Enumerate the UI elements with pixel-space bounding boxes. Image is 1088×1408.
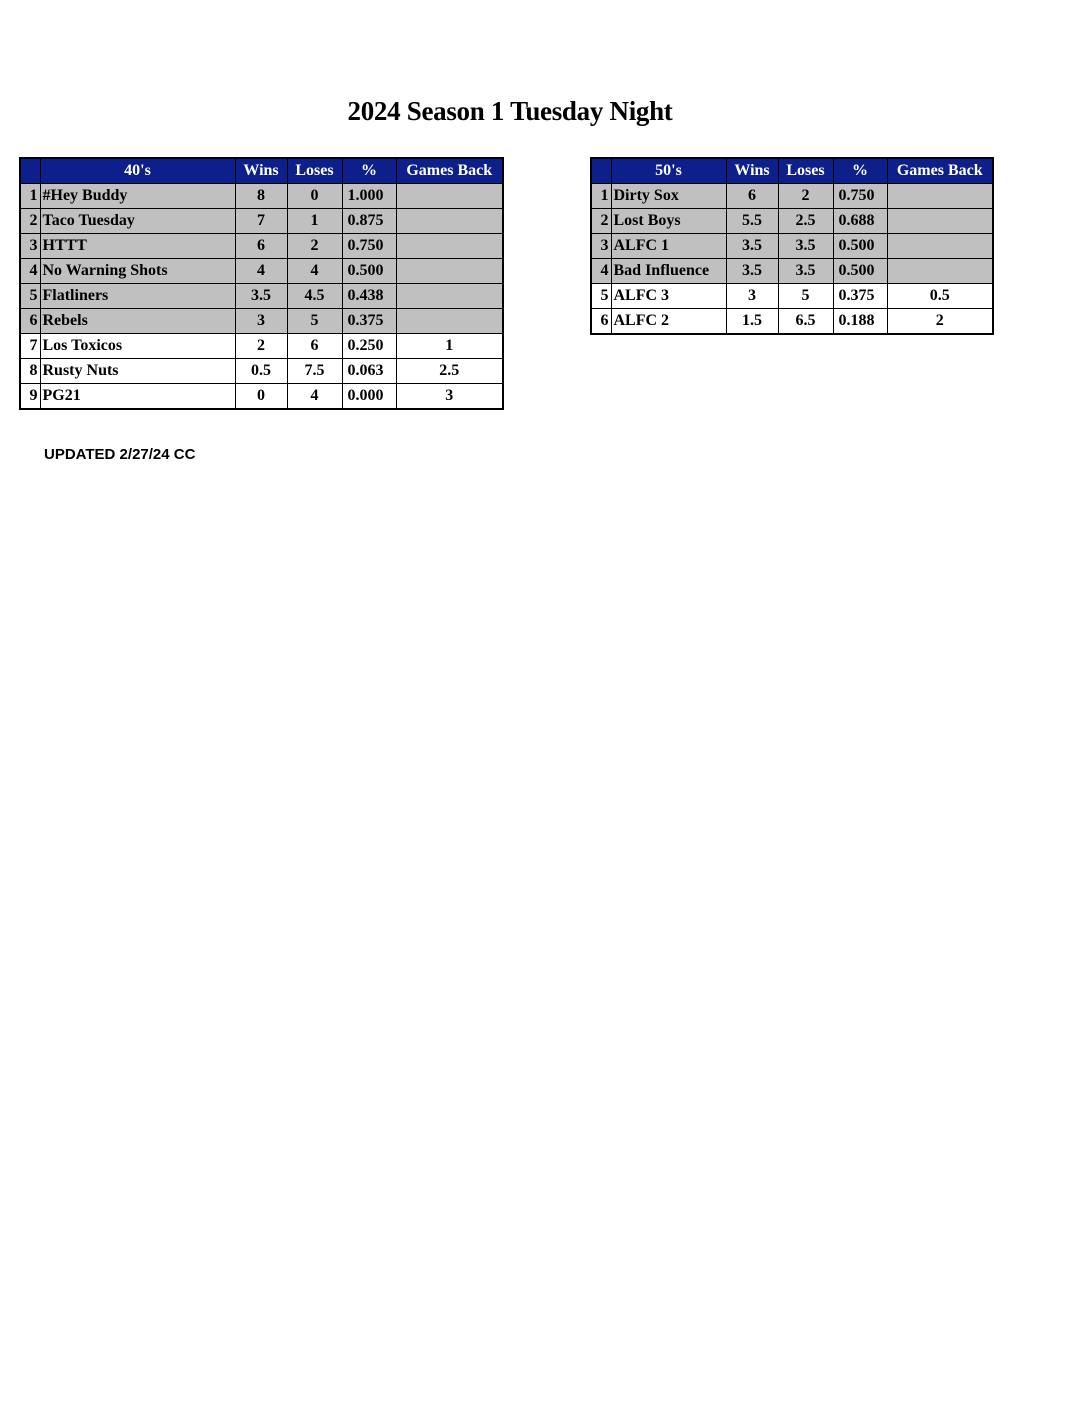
team-name-cell: Taco Tuesday (40, 209, 235, 234)
loses-cell: 2.5 (778, 209, 833, 234)
rank-cell: 6 (20, 309, 40, 334)
loses-cell: 1 (287, 209, 342, 234)
table-header-row (20, 158, 503, 184)
pct-cell: 0.188 (833, 309, 887, 335)
table-row (591, 259, 993, 284)
games-back-cell: 1 (396, 334, 503, 359)
team-name-cell: ALFC 2 (611, 309, 726, 335)
pct-cell: 0.688 (833, 209, 887, 234)
pct-cell: 0.250 (342, 334, 396, 359)
table-row (591, 234, 993, 259)
loses-cell: 5 (778, 284, 833, 309)
wins-cell: 3.5 (235, 284, 287, 309)
table-row (591, 309, 993, 335)
pct-header: % (833, 158, 887, 184)
rank-cell: 5 (591, 284, 611, 309)
rank-header (591, 158, 611, 184)
rank-cell: 6 (591, 309, 611, 335)
loses-cell: 3.5 (778, 234, 833, 259)
table-row (20, 209, 503, 234)
pct-cell: 1.000 (342, 184, 396, 209)
table-row (20, 384, 503, 410)
pct-cell: 0.750 (342, 234, 396, 259)
team-name-cell: No Warning Shots (40, 259, 235, 284)
team-name-cell: Los Toxicos (40, 334, 235, 359)
games-back-cell (396, 284, 503, 309)
loses-cell: 2 (778, 184, 833, 209)
games-back-cell (396, 184, 503, 209)
wins-cell: 5.5 (726, 209, 778, 234)
games-back-cell: 2 (887, 309, 993, 335)
wins-cell: 4 (235, 259, 287, 284)
games-back-cell (396, 259, 503, 284)
loses-header: Loses (287, 158, 342, 184)
rank-cell: 4 (591, 259, 611, 284)
wins-cell: 3 (726, 284, 778, 309)
pct-header: % (342, 158, 396, 184)
wins-cell: 0 (235, 384, 287, 410)
pct-cell: 0.500 (342, 259, 396, 284)
loses-cell: 6 (287, 334, 342, 359)
wins-cell: 8 (235, 184, 287, 209)
loses-cell: 3.5 (778, 259, 833, 284)
rank-cell: 4 (20, 259, 40, 284)
team-name-cell: #Hey Buddy (40, 184, 235, 209)
rank-cell: 7 (20, 334, 40, 359)
team-name-cell: ALFC 3 (611, 284, 726, 309)
rank-header (20, 158, 40, 184)
standings-table-50s (590, 157, 994, 335)
loses-cell: 2 (287, 234, 342, 259)
rank-cell: 3 (591, 234, 611, 259)
rank-cell: 2 (20, 209, 40, 234)
games-back-cell (887, 259, 993, 284)
standings-table-40s (19, 157, 504, 410)
games-back-cell: 3 (396, 384, 503, 410)
pct-cell: 0.375 (833, 284, 887, 309)
team-name-cell: ALFC 1 (611, 234, 726, 259)
table-row (20, 359, 503, 384)
team-name-cell: Dirty Sox (611, 184, 726, 209)
rank-cell: 1 (591, 184, 611, 209)
table-row (20, 259, 503, 284)
games-back-cell: 2.5 (396, 359, 503, 384)
table-row (20, 284, 503, 309)
pct-cell: 0.438 (342, 284, 396, 309)
team-name-cell: Bad Influence (611, 259, 726, 284)
team-name-cell: Rusty Nuts (40, 359, 235, 384)
games-back-cell: 0.5 (887, 284, 993, 309)
table-row (20, 184, 503, 209)
table-row (591, 184, 993, 209)
rank-cell: 9 (20, 384, 40, 410)
pct-cell: 0.875 (342, 209, 396, 234)
division-header: 40's (40, 158, 235, 184)
team-name-cell: Rebels (40, 309, 235, 334)
games-back-cell (887, 209, 993, 234)
loses-cell: 4.5 (287, 284, 342, 309)
games-back-header: Games Back (887, 158, 993, 184)
wins-cell: 6 (235, 234, 287, 259)
rank-cell: 2 (591, 209, 611, 234)
team-name-cell: Flatliners (40, 284, 235, 309)
loses-cell: 5 (287, 309, 342, 334)
wins-cell: 3.5 (726, 234, 778, 259)
wins-cell: 6 (726, 184, 778, 209)
games-back-cell (887, 184, 993, 209)
rank-cell: 5 (20, 284, 40, 309)
games-back-cell (396, 234, 503, 259)
division-header: 50's (611, 158, 726, 184)
pct-cell: 0.063 (342, 359, 396, 384)
wins-cell: 0.5 (235, 359, 287, 384)
games-back-cell (396, 209, 503, 234)
team-name-cell: HTTT (40, 234, 235, 259)
wins-cell: 3.5 (726, 259, 778, 284)
table-row (20, 234, 503, 259)
games-back-cell (887, 234, 993, 259)
loses-cell: 6.5 (778, 309, 833, 335)
table-header-row (591, 158, 993, 184)
rank-cell: 3 (20, 234, 40, 259)
pct-cell: 0.500 (833, 234, 887, 259)
table-row (20, 334, 503, 359)
loses-cell: 4 (287, 384, 342, 410)
wins-header: Wins (726, 158, 778, 184)
team-name-cell: Lost Boys (611, 209, 726, 234)
wins-cell: 7 (235, 209, 287, 234)
games-back-cell (396, 309, 503, 334)
loses-header: Loses (778, 158, 833, 184)
loses-cell: 4 (287, 259, 342, 284)
table-row (591, 284, 993, 309)
pct-cell: 0.375 (342, 309, 396, 334)
rank-cell: 1 (20, 184, 40, 209)
pct-cell: 0.000 (342, 384, 396, 410)
table-row (20, 309, 503, 334)
table-row (591, 209, 993, 234)
pct-cell: 0.500 (833, 259, 887, 284)
page-title: 2024 Season 1 Tuesday Night (347, 96, 673, 126)
loses-cell: 0 (287, 184, 342, 209)
wins-header: Wins (235, 158, 287, 184)
games-back-header: Games Back (396, 158, 503, 184)
updated-note: UPDATED 2/27/24 CC (44, 446, 196, 463)
rank-cell: 8 (20, 359, 40, 384)
wins-cell: 1.5 (726, 309, 778, 335)
wins-cell: 3 (235, 309, 287, 334)
pct-cell: 0.750 (833, 184, 887, 209)
team-name-cell: PG21 (40, 384, 235, 410)
wins-cell: 2 (235, 334, 287, 359)
loses-cell: 7.5 (287, 359, 342, 384)
